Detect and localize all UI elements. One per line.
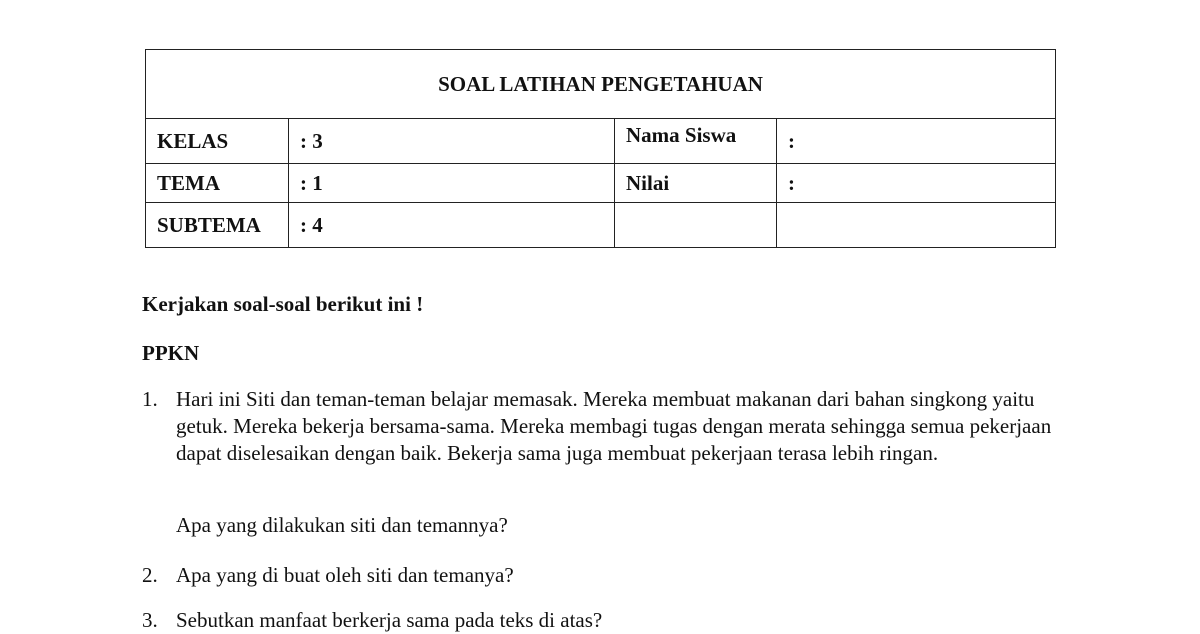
empty-cell (777, 203, 1056, 248)
empty-cell (615, 203, 777, 248)
nama-siswa-label: Nama Siswa (615, 119, 777, 164)
document-title: SOAL LATIHAN PENGETAHUAN (146, 50, 1056, 119)
question-number: 2. (142, 563, 158, 587)
table-row (146, 203, 1056, 248)
kelas-value: : 3 (289, 119, 615, 164)
question-text: Sebutkan manfaat berkerja sama pada teks di atas? (176, 608, 603, 632)
nama-siswa-value: : (777, 119, 1056, 164)
question-number: 1. (142, 387, 158, 411)
section-heading: PPKN (142, 341, 200, 365)
question-text: Apa yang di buat oleh siti dan temanya? (176, 563, 514, 587)
question-1-prompt: Apa yang dilakukan siti dan temannya? (176, 513, 508, 537)
table-row (146, 164, 1056, 203)
table-row (146, 119, 1056, 164)
nilai-label: Nilai (615, 164, 777, 203)
question-2 (142, 562, 1062, 589)
instruction: Kerjakan soal-soal berikut ini ! (142, 292, 424, 316)
question-text: Hari ini Siti dan teman-teman belajar memasak. Mereka membuat makanan dari bahan singkong yaitu getuk. Mereka bekerja bersama-sama. Mereka membagi tugas dengan merata sehingga semua pekerjaan dapat diselesaikan dengan baik. Bekerja sama juga membuat pekerjaan terasa lebih ringan. (176, 387, 1052, 465)
header-table (145, 49, 1056, 248)
question-1 (142, 386, 1062, 467)
kelas-label: KELAS (146, 119, 289, 164)
question-number: 3. (142, 608, 158, 632)
subtema-value: : 4 (289, 203, 615, 248)
tema-label: TEMA (146, 164, 289, 203)
subtema-label: SUBTEMA (146, 203, 289, 248)
tema-value: : 1 (289, 164, 615, 203)
nilai-value: : (777, 164, 1056, 203)
